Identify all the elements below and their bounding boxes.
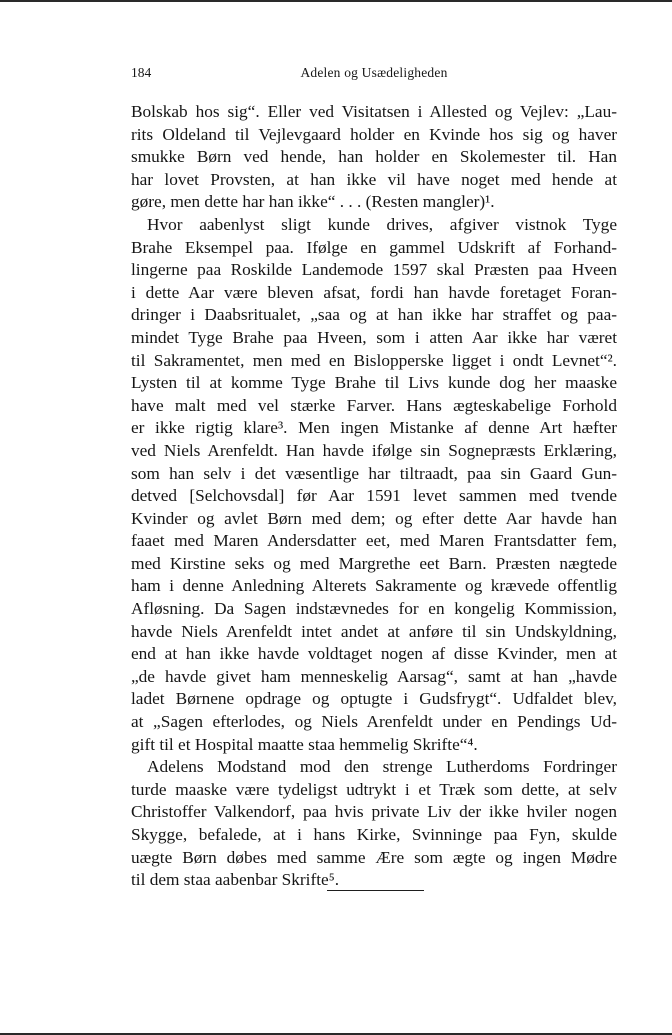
text-line: have malt med vel stærke Farver. Hans ægteskabelige Forhold (131, 395, 617, 415)
running-head-title: Adelen og Usædeligheden (300, 65, 448, 80)
text-line: faaet med Maren Andersdatter eet, med Maren Frantsdatter fem, (131, 531, 617, 551)
text-line: dringer i Daabsritualet, „saa og at han ikke har straffet og paa- (131, 305, 617, 325)
text-line: ladet Børnene opdrage og optugte i Gudsfrygt“. Udfaldet blev, (131, 689, 617, 709)
text-line: Skygge, befalede, at i hans Kirke, Svinninge paa Fyn, skulde (131, 825, 617, 844)
text-line: detved [Selchovsdal] før Aar 1591 levet sammen med tvende (131, 486, 617, 506)
paragraph-first-line: Adelens Modstand mod den strenge Lutherdoms Fordringer (147, 757, 617, 777)
text-line: til Sakramentet, men med en Bislopperske ligget i ondt Levnet“². (131, 350, 617, 370)
text-line: Christoffer Valkendorf, paa hvis private Liv der ikke hviler nogen (131, 802, 617, 822)
chapter-end-rule (327, 890, 424, 891)
text-line: Lysten til at komme Tyge Brahe til Livs kunde dog her maaske (131, 373, 617, 393)
text-line: lingerne paa Roskilde Landemode 1597 skal Præsten paa Hveen (131, 260, 617, 280)
paragraph-last-line: til dem staa aabenbar Skrifte⁵. (131, 870, 340, 890)
running-head (131, 65, 617, 85)
body-text (131, 101, 617, 892)
text-line: turde maaske være tydeligst udtrykt i et Træk som dette, at selv (131, 779, 617, 799)
page-number: 184 (131, 65, 152, 80)
paragraph-first-line: Hvor aabenlyst sligt kunde drives, afgiver vistnok Tyge (147, 214, 617, 234)
text-line: Afløsning. Da Sagen indstævnedes for en kongelig Kommission, (131, 599, 617, 619)
text-line: er ikke rigtig klare³. Men ingen Mistanke af denne Art hæfter (131, 418, 617, 438)
text-line: „de havde givet ham menneskelig Aarsag“, samt at han „havde (131, 666, 617, 686)
text-line: har lovet Provsten, at han ikke vil have noget med hende at (131, 169, 617, 189)
text-line: i dette Aar være bleven afsat, fordi han havde foretaget Foran- (131, 282, 617, 302)
text-line: som han selv i det væsentlige har tiltraadt, paa sin Gaard Gun- (131, 463, 617, 483)
text-line: at „Sagen efterlodes, og Niels Arenfeldt under en Pendings Ud- (131, 712, 617, 732)
top-border-rule (0, 0, 672, 2)
text-line: ved Niels Arenfeldt. Han havde ifølge sin Sognepræsts Erklæring, (131, 440, 617, 460)
text-line: med Kirstine seks og med Margrethe eet Barn. Præsten nægtede (131, 553, 617, 573)
text-line: Bolskab hos sig“. Eller ved Visitatsen i Allested og Vejlev: „Lau- (131, 102, 617, 121)
text-line: ham i denne Anledning Alterets Sakramente og krævede offentlig (131, 576, 617, 596)
text-line: Brahe Eksempel paa. Ifølge en gammel Udskrift af Forhand- (131, 237, 617, 257)
paragraph-last-line: gøre, men dette har han ikke“ . . . (Resten mangler)¹. (131, 192, 495, 212)
text-line: end at han ikke havde voldtaget nogen af disse Kvinder, men at (131, 644, 617, 664)
text-line: uægte Børn døbes med samme Ære som ægte og ingen Mødre (131, 847, 617, 867)
text-line: rits Oldeland til Vejlevgaard holder en Kvinde hos sig og haver (131, 124, 617, 144)
text-line: havde Niels Arenfeldt intet andet at anføre til sin Undskyldning, (131, 621, 617, 641)
text-line: Kvinder og avlet Børn med dem; og efter dette Aar havde han (131, 508, 617, 528)
paragraph-last-line: gift til et Hospital maatte staa hemmelig Skrifte“⁴. (131, 734, 478, 754)
text-line: smukke Børn ved hende, han holder en Skolemester til. Han (131, 147, 617, 167)
text-line: mindet Tyge Brahe paa Hveen, som i atten Aar ikke har været (131, 327, 617, 347)
